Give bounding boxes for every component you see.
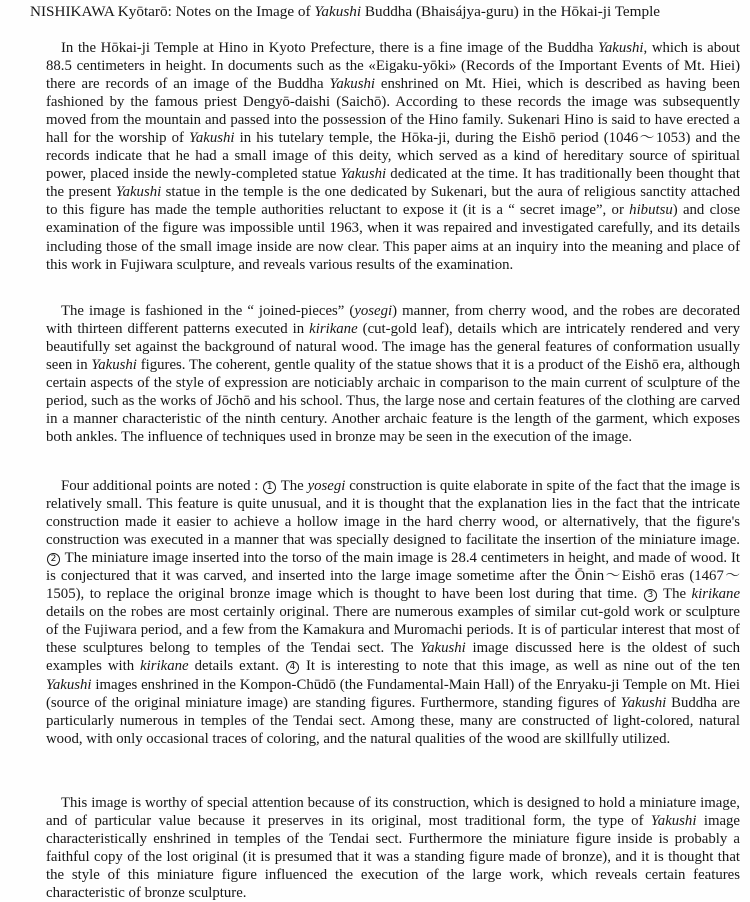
- text-span: in his tutelary temple, the Hōka-ji, during the Eishō period (1046～1053) and the records indicate that he had a small image of this deity, which served as a kind of hereditary source of spiritual power, placed inside the newly-completed statue: [46, 130, 741, 183]
- text-span: construction is quite elaborate in spite of the fact that the image is relatively small. This feature is quite unusual, and it is thought that the explanation lies in the fact that the intricate construction made it easier to achieve a hollow image in the hard cherry wood, or alternatively, that the figure's construction was executed in a manner that was specially designed to facilitate the insertion of the miniature image.: [46, 478, 741, 549]
- emphasis: Yakushi: [46, 676, 92, 693]
- emphasis: Yakushi: [329, 76, 375, 93]
- text-span: Four additional points are noted :: [61, 478, 259, 494]
- author-name: NISHIKAWA Kyōtarō: [30, 3, 168, 20]
- emphasis: Yakushi: [598, 40, 644, 56]
- text-span: ) manner, from cherry wood, and the robes are decorated with thirteen different patterns executed in: [46, 303, 740, 338]
- title-text: Buddha (Bhaisájya-guru) in the Hōkai-ji Temple: [364, 3, 661, 20]
- text-span: image characteristically enshrined in temples of the Tendai sect. Furthermore the miniature figure inside is probably a faithful copy of the lost original (it is presumed that it was a standing figure made of bronze), and it is thought that the style of this miniature figure influenced the execution of the large work, which reveals certain features characteristic of bronze sculpture.: [46, 813, 740, 902]
- text-span: The: [280, 478, 304, 494]
- emphasis: yosegi: [307, 478, 346, 494]
- text-span: details extant.: [194, 658, 279, 675]
- text-span: This image is worthy of special attention because of its construction, which is designed to hold a miniature image, and of particular value because it preserves in its original, most traditional form, the type of: [46, 795, 740, 830]
- emphasis: kirikane: [140, 658, 189, 675]
- circled-number-1: 1: [263, 481, 276, 494]
- emphasis: kirikane: [691, 586, 741, 603]
- paragraph-2: [46, 302, 740, 446]
- circled-number-4: 4: [286, 661, 299, 674]
- text-span: Buddha are particularly numerous in temples of the Tendai sect. Among these, many are constructed of light-colored, natural wood, with only occasional traces of coloring, and the natural qualities of the wood are skillfully utilized.: [46, 694, 740, 747]
- emphasis: hibutsu: [629, 202, 673, 219]
- heading-separator: :: [167, 3, 172, 20]
- emphasis: Yakushi: [420, 640, 466, 657]
- circled-number-3: 3: [644, 589, 657, 602]
- text-span: The miniature image inserted into the torso of the main image is 28.4 centimeters in height, and made of wood. It is conjectured that it was carved, and inserted into the large image sometime after the Ōnin～Eishō eras (1467～1505), to replace the original bronze image which is thought to have been lost during that time.: [46, 550, 740, 603]
- text-span: enshrined on Mt. Hiei, which is described as having been fashioned by the famous priest Dengyō-daishi (Saichō). According to these records the image was subsequently moved from the mountain and passed into the possession of the Hino family. Sukenari Hino is said to have erected a hall for the worship of: [46, 76, 741, 147]
- text-span: figures. The coherent, gentle quality of the statue shows that it is a product of the Eishō era, although certain aspects of the style of expression are noticiably archaic in comparison to the main current of sculpture of the period, such as the works of Jōchō and his school. Thus, the large nose and certain features of the clothing are carved in a manner characteristic of the ninth century. Another archaic feature is the length of the garment, which exposes both ankles. The influence of techniques used in bronze may be seen in the execution of the image.: [46, 357, 740, 446]
- emphasis: Yakushi: [91, 357, 137, 374]
- article-heading: [30, 3, 740, 21]
- emphasis: Yakushi: [650, 813, 697, 830]
- text-span: It is interesting to note that this image, as well as nine out of the ten: [305, 658, 741, 675]
- paragraph-1: [46, 39, 740, 274]
- title-text: Notes on the Image of: [175, 3, 311, 20]
- emphasis: Yakushi: [620, 694, 667, 711]
- text-span: (cut-gold leaf), details which are intricately rendered and very beautifully set against the background of natural wood. The image has the general features of conformation usually seen in: [46, 321, 741, 374]
- emphasis: Yakushi: [340, 166, 387, 183]
- emphasis: yosegi: [354, 303, 393, 319]
- text-span: statue in the temple is the one dedicated by Sukenari, but the aura of religious sanctity attached to this figure has made the temple authorities reluctant to expose it (it is a “ secret image”, or: [46, 184, 741, 219]
- text-span: ) and close examination of the figure was impossible until 1963, when it was repaired and investigated carefully, and its details including those of the small image inside are now clear. This paper aims at an inquiry into the meaning and place of this work in Fujiwara sculpture, and reveals various results of the examination.: [46, 202, 741, 273]
- text-span: The image is fashioned in the “ joined-pieces” (: [61, 303, 355, 319]
- emphasis: Yakushi: [115, 184, 162, 201]
- circled-number-2: 2: [47, 553, 60, 566]
- text-span: dedicated at the time. It has traditionally been thought that the present: [46, 166, 740, 201]
- title-emphasis: Yakushi: [314, 3, 362, 20]
- text-span: details on the robes are most certainly original. There are numerous examples of similar cut-gold work or sculpture of the Fujiwara period, and a few from the Kamakura and Muromachi periods. It is of particular interest that most of these sculptures belong to temples of the Tendai sect. The: [46, 604, 740, 657]
- text-span: images enshrined in the Kompon-Chūdō (the Fundamental-Main Hall) of the Enryaku-ji Temple on Mt. Hiei (source of the original miniature image) are standing figures. Furthermore, standing figures of: [46, 676, 740, 711]
- text-span: , which is about 88.5 centimeters in height. In documents such as the «Eigaku-yōki» (Records of the Important Events of Mt. Hiei) there are records of an image of the Buddha: [46, 40, 740, 93]
- paragraph-4: [46, 794, 740, 902]
- text-span: image discussed here is the oldest of such examples with: [46, 640, 741, 675]
- text-span: The: [663, 586, 687, 603]
- paragraph-3: [46, 477, 740, 748]
- emphasis: Yakushi: [189, 130, 235, 147]
- text-span: In the Hōkai-ji Temple at Hino in Kyoto Prefecture, there is a fine image of the Buddha: [61, 40, 594, 56]
- emphasis: kirikane: [309, 321, 358, 338]
